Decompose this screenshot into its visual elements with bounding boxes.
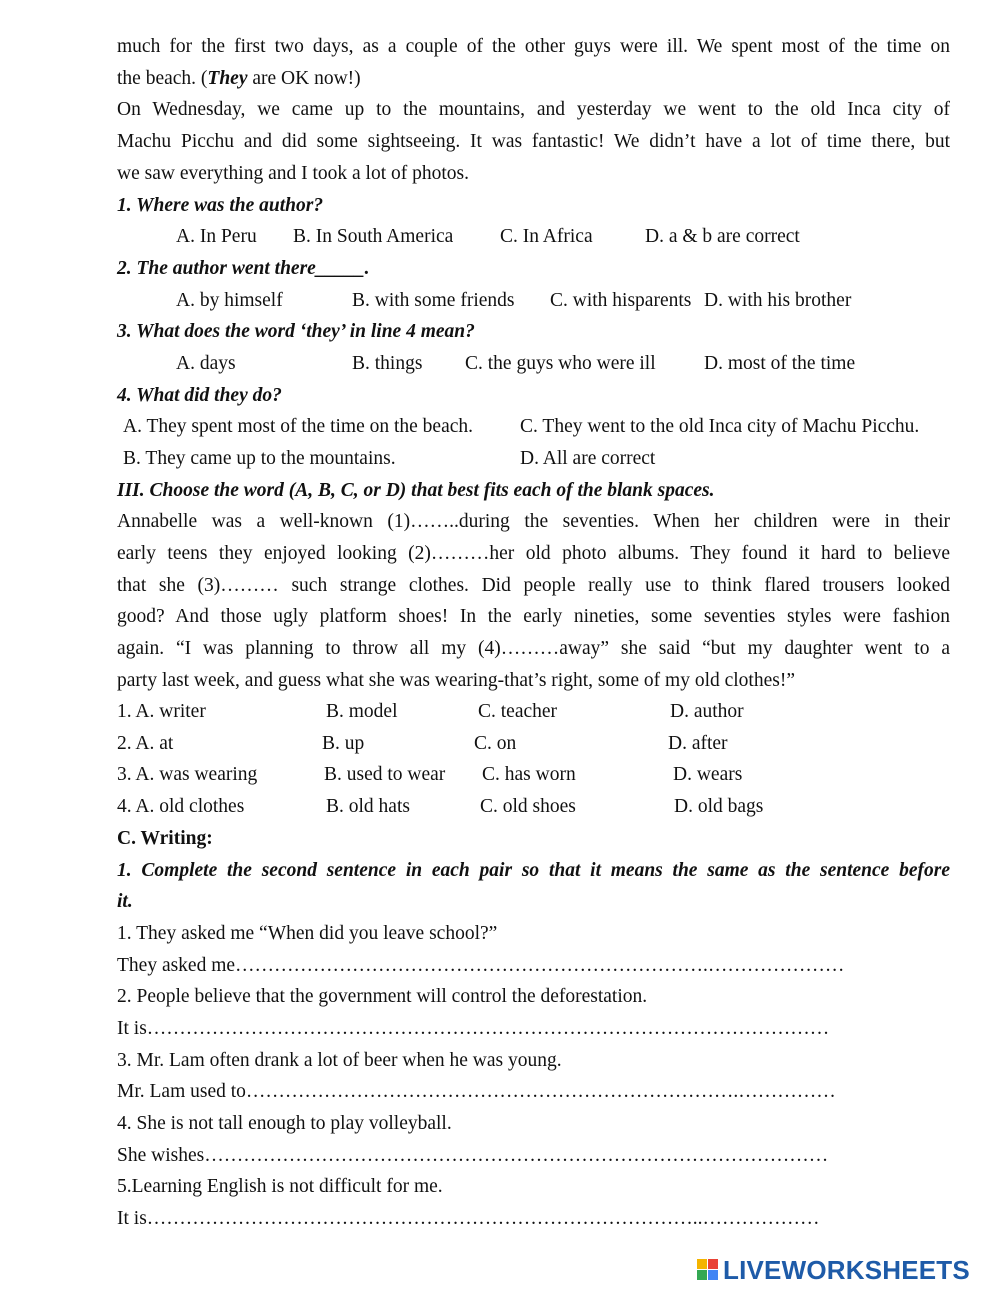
option-d[interactable]: D. author [670,701,744,722]
option-c[interactable]: C. the guys who were ill [465,353,656,374]
writing-answer-line[interactable]: She wishes…………………………………………………………………………………… [117,1145,829,1166]
cloze-line: Annabelle was a well-known (1)……..during the seventies. When her children were in their [117,511,950,532]
option-a[interactable]: 1. A. writer [117,701,206,722]
option-d[interactable]: D. a & b are correct [645,226,800,247]
writing-prompt: 5.Learning English is not difficult for me. [117,1176,443,1197]
option-d[interactable]: D. most of the time [704,353,856,374]
liveworksheets-logo-text: LIVEWORKSHEETS [723,1255,970,1285]
writing-prompt: 2. People believe that the government will control the deforestation. [117,986,648,1007]
option-b[interactable]: B. with some friends [352,290,515,311]
writing-prompt: 4. She is not tall enough to play volleyball. [117,1113,452,1134]
cloze-line: again. “I was planning to throw all my (4)………away” she said “but my daughter went to a [117,638,950,659]
option-b[interactable]: B. old hats [326,796,410,817]
writing-answer-line[interactable]: It is…………………………………………………………………………..……………… [117,1208,820,1229]
option-a[interactable]: 2. A. at [117,733,174,754]
option-d[interactable]: D. old bags [674,796,764,817]
option-c[interactable]: C. on [474,733,517,754]
liveworksheets-logo-icon [697,1259,719,1281]
option-c[interactable]: C. teacher [478,701,558,722]
option-d[interactable]: D. after [668,733,728,754]
option-a[interactable]: A. by himself [176,290,283,311]
option-c[interactable]: C. They went to the old Inca city of Machu Picchu. [520,416,920,437]
passage-line: much for the first two days, as a couple of the other guys were ill. We spent most of the time on [117,36,950,57]
option-c[interactable]: C. with hisparents [550,290,692,311]
cloze-line: party last week, and guess what she was wearing-that’s right, some of my old clothes!” [117,670,795,691]
option-c[interactable]: C. has worn [482,764,576,785]
option-b[interactable]: B. things [352,353,423,374]
section-heading: III. Choose the word (A, B, C, or D) that best fits each of the blank spaces. [117,480,715,501]
option-b[interactable]: B. used to wear [324,764,446,785]
question-stem: 4. What did they do? [117,385,282,406]
passage-line: we saw everything and I took a lot of photos. [117,163,470,184]
option-b[interactable]: B. In South America [293,226,454,247]
option-d[interactable]: D. with his brother [704,290,852,311]
liveworksheets-logo[interactable] [697,1253,997,1287]
option-a[interactable]: A. In Peru [176,226,257,247]
option-c[interactable]: C. In Africa [500,226,593,247]
writing-instruction: it. [117,891,133,912]
cloze-line: early teens they enjoyed looking (2)………her old photo albums. They found it hard to believe [117,543,950,564]
option-b[interactable]: B. They came up to the mountains. [123,448,396,469]
writing-answer-line[interactable]: Mr. Lam used to………………………………………………………………….…………… [117,1081,836,1102]
writing-answer-line[interactable]: It is…………………………………………………………………………………………… [117,1018,830,1039]
option-b[interactable]: B. up [322,733,365,754]
option-d[interactable]: D. wears [673,764,743,785]
option-a[interactable]: A. days [176,353,236,374]
option-d[interactable]: D. All are correct [520,448,656,469]
option-c[interactable]: C. old shoes [480,796,576,817]
writing-instruction: 1. Complete the second sentence in each pair so that it means the same as the sentence before [117,860,950,881]
option-b[interactable]: B. model [326,701,398,722]
question-stem: 3. What does the word ‘they’ in line 4 mean? [117,321,475,342]
writing-prompt: 3. Mr. Lam often drank a lot of beer when he was young. [117,1050,562,1071]
option-a[interactable]: A. They spent most of the time on the beach. [123,416,474,437]
passage-line: the beach. (They are OK now!) [117,68,361,89]
writing-answer-line[interactable]: They asked me……………………………………………………………….………………… [117,955,845,976]
writing-prompt: 1. They asked me “When did you leave school?” [117,923,498,944]
they-emphasis: They [207,68,248,89]
passage-line: On Wednesday, we came up to the mountains, and yesterday we went to the old Inca city of [117,99,950,120]
option-a[interactable]: 4. A. old clothes [117,796,245,817]
question-stem: 1. Where was the author? [117,195,324,216]
cloze-line: good? And those ugly platform shoes! In the early nineties, some seventies styles were fashion [117,606,950,627]
question-stem: 2. The author went there_____. [117,258,370,279]
option-a[interactable]: 3. A. was wearing [117,764,258,785]
passage-line: Machu Picchu and did some sightseeing. It was fantastic! We didn’t have a lot of time there, but [117,131,950,152]
writing-heading: C. Writing: [117,828,213,849]
cloze-line: that she (3)……… such strange clothes. Did people really use to think flared trousers looked [117,575,950,596]
